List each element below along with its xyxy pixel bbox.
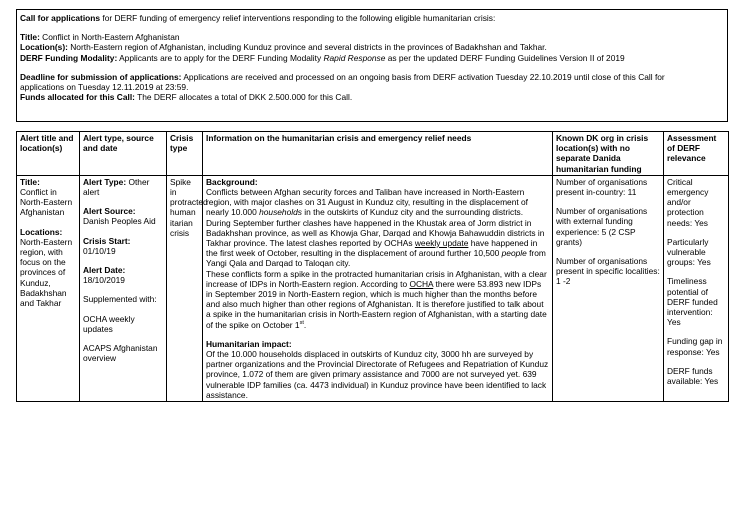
table-header-row xyxy=(17,132,729,176)
cell-crisis-type xyxy=(167,175,208,401)
call-modality xyxy=(20,53,724,63)
cell-known-dk-org xyxy=(553,175,664,401)
alert-source-value: Danish Peoples Aid xyxy=(83,216,156,227)
assessment-3: Timeliness potential of DERF funded intervention: Yes xyxy=(667,276,718,328)
crisis-type-value: Spike in protracted human itarian crisis xyxy=(170,176,208,238)
impact-heading: Humanitarian impact: xyxy=(206,338,292,349)
assessment-5: DERF funds available: Yes xyxy=(667,365,719,387)
call-deadline xyxy=(20,72,724,82)
weekly-update-link[interactable]: weekly update xyxy=(414,238,469,249)
call-location-value: North-Eastern region of Afghanistan, including Kunduz province and several districts in the provinces of Badakhshan and Takhar. xyxy=(67,42,547,53)
call-intro xyxy=(20,13,724,23)
call-intro-label: Call for applications xyxy=(20,13,101,23)
assessment-4: Funding gap in response: Yes xyxy=(667,336,723,357)
org-line-3: Number of organisations present in specific localities: 1 -2 xyxy=(556,256,660,287)
alert-source-label: Alert Source: xyxy=(83,206,136,217)
crisis-start-value: 01/10/19 xyxy=(83,245,116,256)
call-modality-pre: Applicants are to apply for the DERF Funding Modality xyxy=(117,52,324,63)
assessment-1: Critical emergency and/or protection needs: Yes xyxy=(667,176,709,228)
locations-label: Locations: xyxy=(20,226,63,237)
table-row xyxy=(17,175,729,401)
header-alert-type: Alert type, source and date xyxy=(80,132,167,176)
header-alert-title: Alert title and location(s) xyxy=(17,132,80,176)
call-intro-text: for DERF funding of emergency relief interventions responding to the following eligible humanitarian crisis: xyxy=(100,13,496,23)
header-crisis-type: Crisis type xyxy=(167,132,203,176)
ocha-link[interactable]: OCHA xyxy=(409,278,434,289)
call-deadline-label: Deadline for submission of applications: xyxy=(20,71,182,82)
header-known-dk-org: Known DK org in crisis location(s) with no separate Danida humanitarian funding xyxy=(553,132,664,176)
source-ocha: OCHA weekly updates xyxy=(83,313,135,334)
call-funds-value: The DERF allocates a total of DKK 2.500.000 for this Call. xyxy=(134,92,353,103)
locations-value: North-Eastern region, with focus on the provinces of Kunduz, Badakhshan and Takhar xyxy=(20,236,73,309)
org-line-1: Number of organisations present in-country: 11 xyxy=(556,176,648,198)
alert-date-value: 18/10/2019 xyxy=(83,275,125,286)
call-funds xyxy=(20,92,724,102)
alert-type-value: Other alert xyxy=(83,176,150,198)
call-title xyxy=(20,32,724,42)
call-funds-label: Funds allocated for this Call: xyxy=(20,92,135,103)
call-location-label: Location(s): xyxy=(20,42,68,53)
call-modality-post: as per the updated DERF Funding Guidelines Version II of 2019 xyxy=(385,52,625,63)
cell-alert-title xyxy=(17,175,80,401)
title-label: Title: xyxy=(20,176,40,187)
call-for-applications-box xyxy=(16,9,728,122)
call-deadline-line1: Applications are received and processed on an ongoing basis from DERF activation Tuesday 22.10.2019 until close of this Call for xyxy=(181,71,665,82)
title-value: Conflict in North-Eastern Afghanistan xyxy=(20,187,73,218)
supplemented-label: Supplemented with: xyxy=(83,294,157,305)
background-heading: Background: xyxy=(206,176,258,187)
header-assessment: Assessment of DERF relevance xyxy=(664,132,729,176)
call-deadline-cont: applications on Tuesday 12.11.2019 at 23:59. xyxy=(20,82,189,93)
alert-table xyxy=(16,131,729,402)
call-modality-em: Rapid Response xyxy=(323,52,386,63)
alert-date-label: Alert Date: xyxy=(83,265,126,276)
call-modality-label: DERF Funding Modality: xyxy=(20,52,118,63)
call-location xyxy=(20,42,724,52)
assessment-2: Particularly vulnerable groups: Yes xyxy=(667,236,711,268)
cell-assessment xyxy=(664,175,729,401)
cell-alert-type xyxy=(80,175,167,401)
cell-information: Background: Conflicts between Afghan security forces and Taliban have increased in North-Eastern region, with major clashes on 31 August in Kunduz city, resulting in the displacement of nearly 10.000 households in the outskirts of Kunduz city and the surrounding districts. During September further clashes have happened in the Khustak area of Jorm district in Badakhshan province, as well as Khowja Ghar, Darqad and Khowja Bahawuddin districts in Takhar province. The latest clashes reported by OCHAs weekly update have happened in the first week of October, resulting in the displacement of around further 10,500 people from Yangi Qala and Darqad to Taloqan city. These conflicts form a spike in the protracted humanitarian crisis in Afghanistan, with a clear increase of IDPs in North-Eastern region. According to OCHA there were 53.893 new IDPs in September 2019 in North-Eastern region, which is much higher than the months before and also much higher than other regions of Afghanistan. It is therefore justified to talk about a spike in the humanitarian crisis in North-Eastern region of Afghanistan, with a starting date of the spike on October 1st. Humanitarian impact: Of the 10.000 households displaced in outskirts of Kunduz city, 3000 hh are surveyed by partner organizations and the Provincial Directorate of Refugees and Repatriation of Kunduz province, 1.072 of them are given primary assistance and 7000 are not surveyed yet. 639 vulnerable IDP families (ca. 4473 individual) in Kunduz province have been identified to lack assistance. xyxy=(203,175,553,401)
impact-text: Of the 10.000 households displaced in outskirts of Kunduz city, 3000 hh are surveyed by partner organizations and the Provincial Directorate of Refugees and Repatriation of Kunduz province, 1.072 of them are given primary assistance and 7000 are not surveyed yet. 639 vulnerable IDP families (ca. 4473 individual) in Kunduz province have been identified to lack assistance. xyxy=(206,349,549,400)
call-title-label: Title: xyxy=(20,32,40,43)
org-line-2: Number of organisations with external funding experience: 5 (2 CSP grants) xyxy=(556,206,648,247)
call-title-value: Conflict in North-Eastern Afghanistan xyxy=(39,32,180,43)
header-information: Information on the humanitarian crisis and emergency relief needs xyxy=(203,132,553,176)
crisis-start-label: Crisis Start: xyxy=(83,235,131,246)
alert-type-label: Alert Type: xyxy=(83,176,127,187)
source-acaps: ACAPS Afghanistan overview xyxy=(83,343,158,364)
